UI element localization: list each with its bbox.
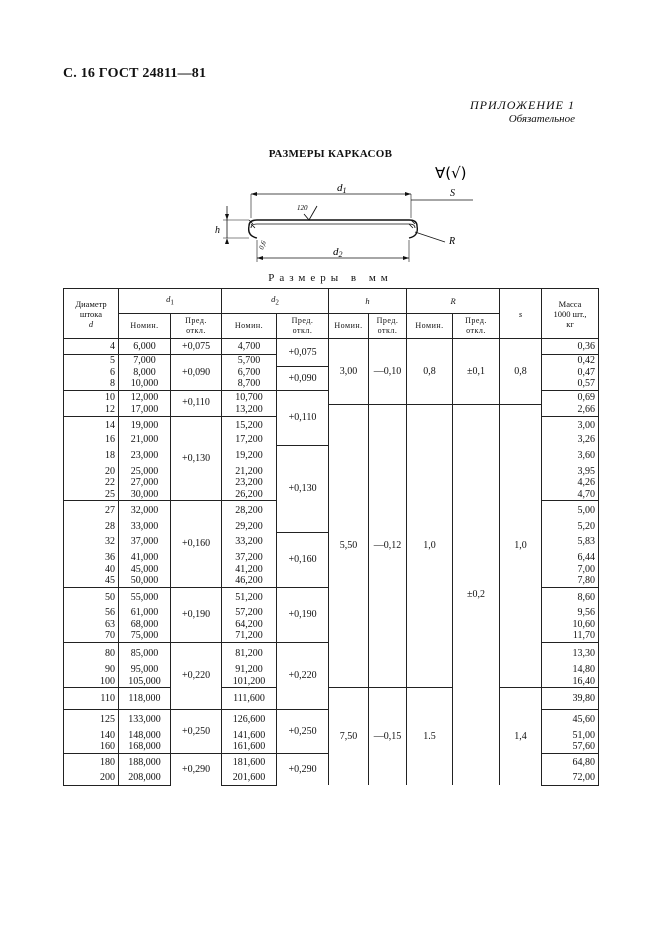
d1-nominal: 37,000 (119, 532, 171, 552)
d2-nominal: 8,700 (222, 378, 277, 390)
d2-nominal: 15,200 (222, 416, 277, 434)
rod-diameter: 32 (64, 532, 119, 552)
mass: 3,60 (542, 446, 599, 466)
d2-nominal: 126,600 (222, 710, 277, 730)
d1-nominal: 208,000 (119, 771, 171, 785)
d1-deviation: +0,110 (171, 390, 222, 416)
rod-diameter: 125 (64, 710, 119, 730)
r-deviation: ±0,1 (453, 339, 500, 405)
rod-diameter: 10 (64, 390, 119, 404)
table-row (64, 339, 599, 355)
mass: 5,00 (542, 501, 599, 521)
header-h: h (329, 289, 407, 314)
table-row (64, 404, 599, 416)
d2-nominal: 201,600 (222, 771, 277, 785)
page-header: С. 16 ГОСТ 24811—81 (63, 66, 207, 81)
d2-deviation: +0,110 (277, 390, 329, 446)
mass: 14,80 (542, 664, 599, 676)
rod-diameter: 80 (64, 642, 119, 664)
d2-nominal: 101,200 (222, 676, 277, 688)
d2-nominal: 57,200 (222, 607, 277, 619)
mass: 39,80 (542, 688, 599, 710)
rod-diameter: 63 (64, 619, 119, 631)
header-r-nom: Номин. (407, 314, 453, 339)
header-s: s (500, 289, 542, 339)
table-body (64, 339, 599, 786)
d2-nominal: 17,200 (222, 434, 277, 446)
header-mass: Масса 1000 шт., кг (542, 289, 599, 339)
rod-diameter: 40 (64, 564, 119, 576)
units-note: Размеры в мм (268, 272, 393, 284)
d1-nominal: 25,000 (119, 466, 171, 478)
d2-nominal: 41,200 (222, 564, 277, 576)
d2-nominal: 46,200 (222, 575, 277, 587)
d2-nominal: 161,600 (222, 741, 277, 753)
d2-nominal: 81,200 (222, 642, 277, 664)
d1-nominal: 68,000 (119, 619, 171, 631)
d2-nominal: 64,200 (222, 619, 277, 631)
rod-diameter: 14 (64, 416, 119, 434)
rod-diameter: 27 (64, 501, 119, 521)
rod-diameter: 22 (64, 477, 119, 489)
d1-nominal: 7,000 (119, 355, 171, 367)
d2-nominal: 111,600 (222, 688, 277, 710)
d1-nominal: 55,000 (119, 587, 171, 607)
appendix-subtitle: Обязательное (508, 113, 575, 125)
rod-diameter: 100 (64, 676, 119, 688)
d1-nominal: 32,000 (119, 501, 171, 521)
mass: 16,40 (542, 676, 599, 688)
d2-nominal: 29,200 (222, 521, 277, 533)
d2-deviation: +0,190 (277, 587, 329, 642)
d2-nominal: 13,200 (222, 404, 277, 416)
d1-nominal: 23,000 (119, 446, 171, 466)
d1-nominal: 21,000 (119, 434, 171, 446)
mass: 4,70 (542, 489, 599, 501)
header-d1-nom: Номин. (119, 314, 171, 339)
d1-nominal: 19,000 (119, 416, 171, 434)
d1-nominal: 45,000 (119, 564, 171, 576)
d2-deviation: +0,220 (277, 642, 329, 710)
mass: 0,69 (542, 390, 599, 404)
roughness-mark: ∀(√) (435, 164, 467, 182)
s-nominal: 1,0 (500, 404, 542, 688)
d1-nominal: 105,000 (119, 676, 171, 688)
mass: 3,00 (542, 416, 599, 434)
d1-nominal: 61,000 (119, 607, 171, 619)
rod-diameter: 200 (64, 771, 119, 785)
d2-deviation: +0,290 (277, 753, 329, 785)
d2-deviation: +0,160 (277, 532, 329, 587)
rod-diameter: 160 (64, 741, 119, 753)
d2-nominal: 71,200 (222, 630, 277, 642)
rod-diameter: 56 (64, 607, 119, 619)
mass: 5,83 (542, 532, 599, 552)
d2-nominal: 51,200 (222, 587, 277, 607)
d2-nominal: 37,200 (222, 552, 277, 564)
rod-diameter: 36 (64, 552, 119, 564)
d1-deviation: +0,220 (171, 642, 222, 710)
rod-diameter: 90 (64, 664, 119, 676)
d1-nominal: 148,000 (119, 730, 171, 742)
rod-diameter: 25 (64, 489, 119, 501)
d1-nominal: 75,000 (119, 630, 171, 642)
header-h-dev: Пред. откл. (369, 314, 407, 339)
h-nominal: 5,50 (329, 404, 369, 688)
rod-diameter: 12 (64, 404, 119, 416)
header-h-nom: Номин. (329, 314, 369, 339)
d1-deviation: +0,290 (171, 753, 222, 785)
rod-diameter: 45 (64, 575, 119, 587)
rod-diameter: 20 (64, 466, 119, 478)
label-d2: d2 (333, 246, 343, 259)
rod-diameter: 140 (64, 730, 119, 742)
mass: 64,80 (542, 753, 599, 771)
rod-diameter: 110 (64, 688, 119, 710)
d2-nominal: 91,200 (222, 664, 277, 676)
section-title: РАЗМЕРЫ КАРКАСОВ (268, 148, 393, 160)
rod-diameter: 16 (64, 434, 119, 446)
d2-nominal: 26,200 (222, 489, 277, 501)
mass: 10,60 (542, 619, 599, 631)
mass: 13,30 (542, 642, 599, 664)
mass: 72,00 (542, 771, 599, 785)
mass: 0,36 (542, 339, 599, 355)
mass: 2,66 (542, 404, 599, 416)
header-d2-nom: Номин. (222, 314, 277, 339)
d2-nominal: 181,600 (222, 753, 277, 771)
label-h: h (215, 225, 220, 236)
rod-diameter: 28 (64, 521, 119, 533)
mass: 4,26 (542, 477, 599, 489)
d1-nominal: 95,000 (119, 664, 171, 676)
d2-deviation: +0,090 (277, 367, 329, 391)
mass: 3,26 (542, 434, 599, 446)
r-deviation: ±0,2 (453, 404, 500, 785)
h-nominal: 3,00 (329, 339, 369, 405)
d2-deviation: +0,130 (277, 446, 329, 533)
r-nominal: 1,0 (407, 404, 453, 688)
mass: 0,57 (542, 378, 599, 390)
d1-nominal: 188,000 (119, 753, 171, 771)
d1-nominal: 50,000 (119, 575, 171, 587)
h-deviation: —0,15 (369, 688, 407, 786)
appendix-title: ПРИЛОЖЕНИЕ 1 (470, 98, 575, 112)
label-120: 120 (297, 204, 308, 212)
d1-deviation: +0,250 (171, 710, 222, 754)
d1-deviation: +0,130 (171, 416, 222, 501)
d2-deviation: +0,250 (277, 710, 329, 754)
d1-nominal: 8,000 (119, 367, 171, 379)
header-d1-dev: Пред. откл. (171, 314, 222, 339)
d1-nominal: 6,000 (119, 339, 171, 355)
frame-dimensions-table (63, 288, 599, 786)
h-deviation: —0,12 (369, 404, 407, 688)
mass: 7,80 (542, 575, 599, 587)
mass: 8,60 (542, 587, 599, 607)
rod-diameter: 8 (64, 378, 119, 390)
rod-diameter: 18 (64, 446, 119, 466)
header-r-dev: Пред. откл. (453, 314, 500, 339)
header-diameter: Диаметр штока d (64, 289, 119, 339)
mass: 5,20 (542, 521, 599, 533)
appendix-label (470, 98, 575, 125)
label-d1: d1 (337, 182, 347, 195)
d1-deviation: +0,090 (171, 355, 222, 391)
mass: 3,95 (542, 466, 599, 478)
d2-nominal: 5,700 (222, 355, 277, 367)
d1-nominal: 27,000 (119, 477, 171, 489)
d1-nominal: 33,000 (119, 521, 171, 533)
h-deviation: —0,10 (369, 339, 407, 405)
d2-nominal: 6,700 (222, 367, 277, 379)
d2-nominal: 21,200 (222, 466, 277, 478)
label-r: R (449, 236, 456, 247)
label-06: 0,6 (257, 239, 268, 251)
mass: 9,56 (542, 607, 599, 619)
s-nominal: 1,4 (500, 688, 542, 786)
r-nominal: 0,8 (407, 339, 453, 405)
d2-nominal: 4,700 (222, 339, 277, 355)
d1-nominal: 85,000 (119, 642, 171, 664)
d1-deviation: +0,190 (171, 587, 222, 642)
d2-deviation: +0,075 (277, 339, 329, 367)
header-d1: $d_1$ (119, 289, 222, 314)
d1-deviation: +0,075 (171, 339, 222, 355)
rod-diameter: 50 (64, 587, 119, 607)
d2-nominal: 19,200 (222, 446, 277, 466)
table-row (64, 688, 599, 710)
d1-nominal: 10,000 (119, 378, 171, 390)
d1-nominal: 30,000 (119, 489, 171, 501)
mass: 45,60 (542, 710, 599, 730)
mass: 11,70 (542, 630, 599, 642)
mass: 51,00 (542, 730, 599, 742)
mass: 0,47 (542, 367, 599, 379)
rod-diameter: 6 (64, 367, 119, 379)
d1-nominal: 118,000 (119, 688, 171, 710)
d1-deviation: +0,160 (171, 501, 222, 588)
rod-diameter: 5 (64, 355, 119, 367)
mass: 0,42 (542, 355, 599, 367)
h-nominal: 7,50 (329, 688, 369, 786)
rod-diameter: 70 (64, 630, 119, 642)
rod-diameter: 180 (64, 753, 119, 771)
d1-nominal: 17,000 (119, 404, 171, 416)
rod-diameter: 4 (64, 339, 119, 355)
mass: 57,60 (542, 741, 599, 753)
s-nominal: 0,8 (500, 339, 542, 405)
d2-nominal: 141,600 (222, 730, 277, 742)
r-nominal: 1.5 (407, 688, 453, 786)
header-d2: $d_2$ (222, 289, 329, 314)
d2-nominal: 28,200 (222, 501, 277, 521)
frame-drawing (205, 158, 485, 268)
d2-nominal: 33,200 (222, 532, 277, 552)
d2-nominal: 23,200 (222, 477, 277, 489)
header-r: R (407, 289, 500, 314)
d2-nominal: 10,700 (222, 390, 277, 404)
d1-nominal: 133,000 (119, 710, 171, 730)
header-d2-dev: Пред. откл. (277, 314, 329, 339)
d1-nominal: 12,000 (119, 390, 171, 404)
mass: 7,00 (542, 564, 599, 576)
label-s: S (450, 188, 455, 199)
mass: 6,44 (542, 552, 599, 564)
d1-nominal: 41,000 (119, 552, 171, 564)
d1-nominal: 168,000 (119, 741, 171, 753)
